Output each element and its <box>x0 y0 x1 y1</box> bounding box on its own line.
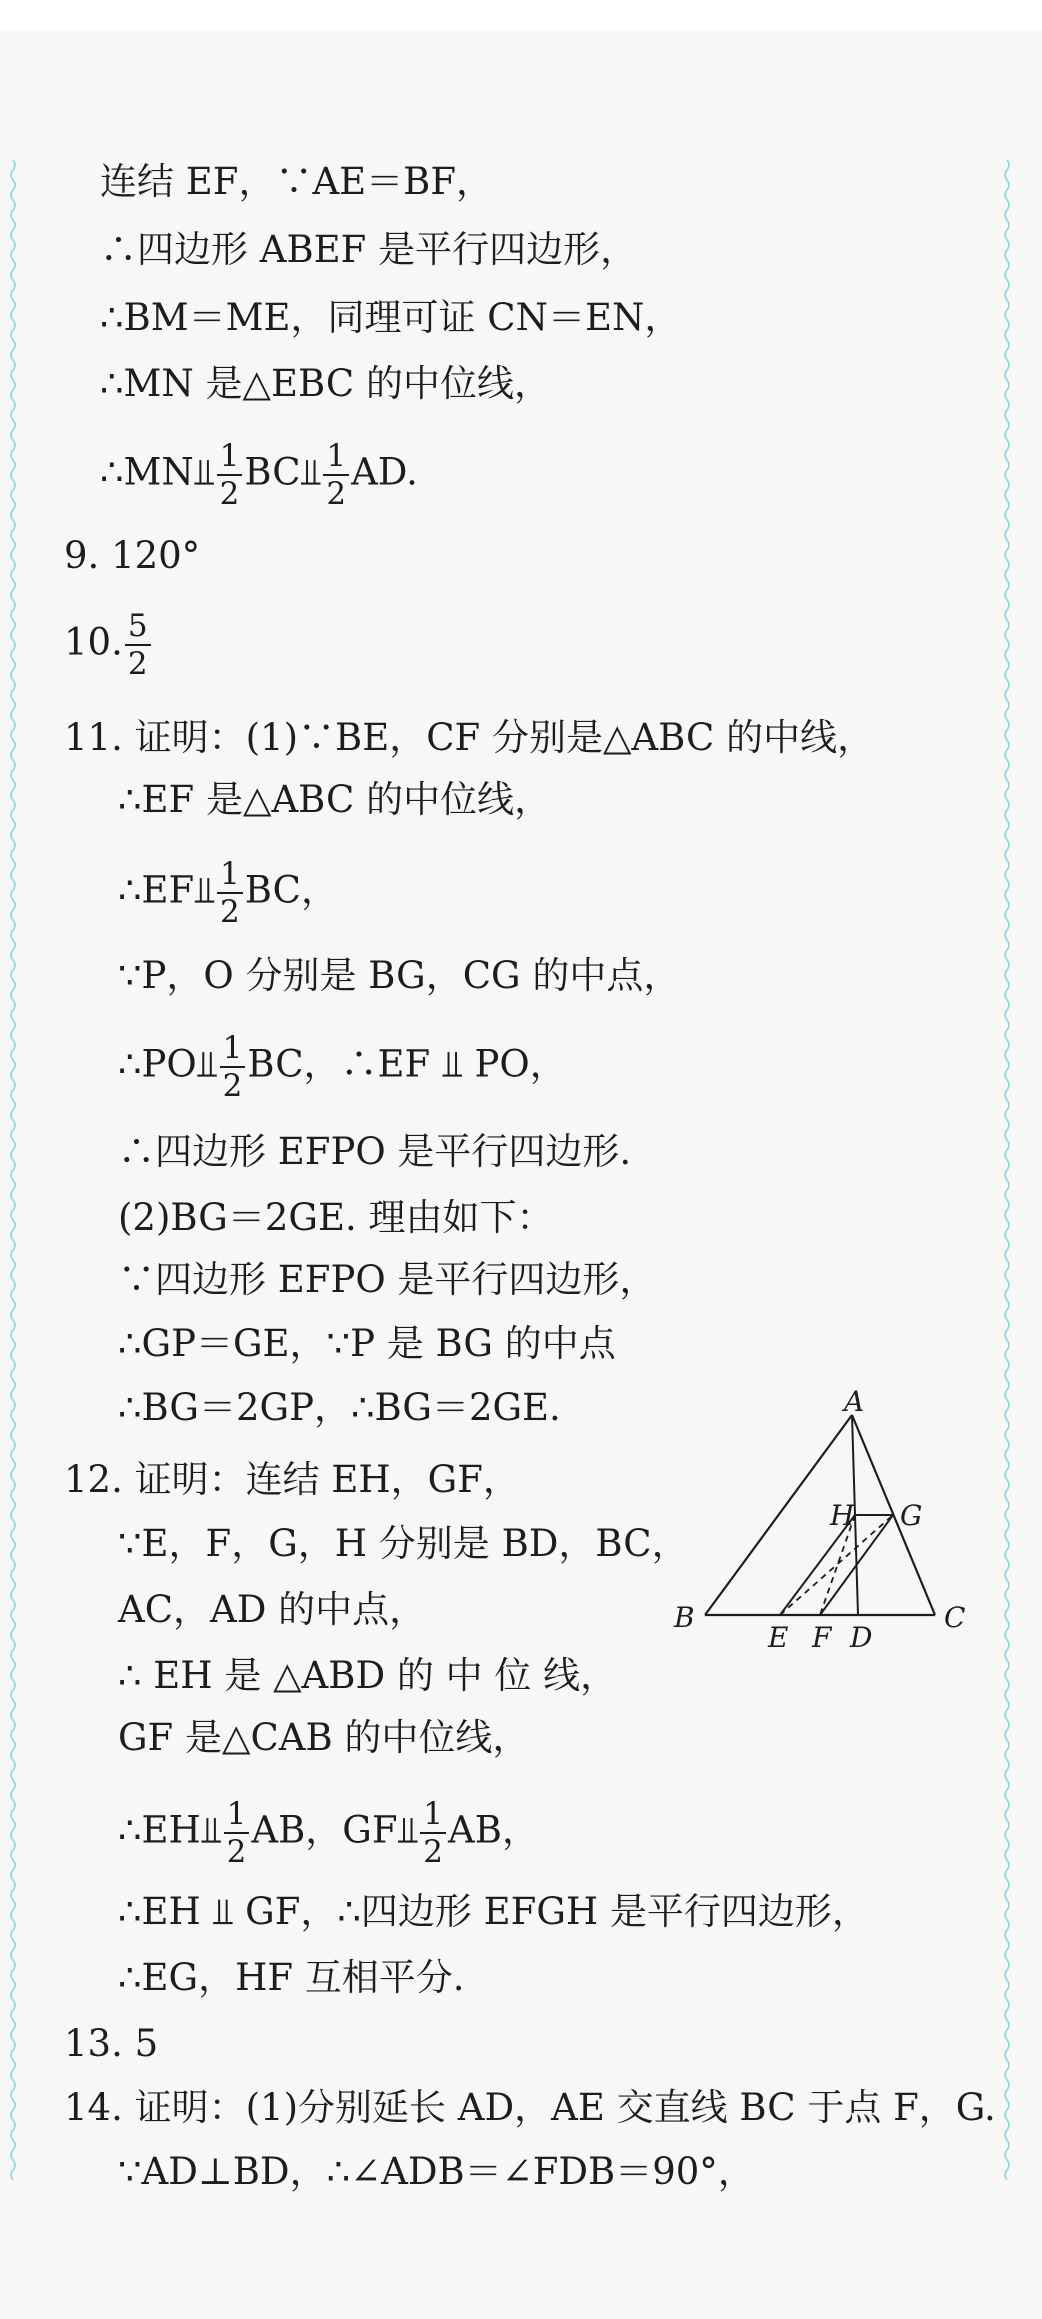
answer-12-line-8: ∴EG，HF 互相平分. <box>118 1956 465 1999</box>
fraction-denominator: 2 <box>219 476 240 512</box>
label-H: H <box>830 1499 855 1532</box>
fraction-denominator: 2 <box>220 894 240 930</box>
parallel-equal-symbol: ⫫ <box>196 1042 218 1086</box>
fraction-five-halves <box>125 608 151 682</box>
fraction-denominator: 2 <box>127 646 148 682</box>
line-part-b: AB，GF <box>251 1808 398 1852</box>
parallel-equal-symbol: ⫫ <box>193 450 215 494</box>
parallel-equal-symbol: ⫫ <box>300 450 322 494</box>
fraction-numerator: 1 <box>220 1030 246 1068</box>
line-5 <box>100 438 418 512</box>
line-2: ∴四边形 ABEF 是平行四边形， <box>100 228 638 271</box>
answer-12-line-5: GF 是△CAB 的中位线， <box>118 1716 530 1759</box>
fraction-denominator: 2 <box>226 1834 247 1870</box>
fraction-half <box>220 1030 246 1104</box>
answer-12-line-6 <box>118 1796 539 1870</box>
right-border-wave <box>1002 160 1012 2180</box>
answer-12-line-3: AC，AD 的中点， <box>118 1588 427 1631</box>
label-A: A <box>844 1385 865 1418</box>
fraction-half <box>420 1796 446 1870</box>
top-band <box>0 0 1042 30</box>
answer-11-line-8: ∵四边形 EFPO 是平行四边形， <box>118 1258 657 1301</box>
answer-11-line-9: ∴GP＝GE，∵P 是 BG 的中点 <box>118 1322 616 1365</box>
answer-10 <box>64 608 153 682</box>
fraction-numerator: 1 <box>224 1796 250 1834</box>
line-part-a: ∴EF <box>118 868 195 912</box>
label-G: G <box>900 1499 923 1532</box>
fraction-numerator: 5 <box>125 608 151 646</box>
parallel-equal-symbol: ⫫ <box>397 1808 419 1852</box>
answer-11-line-1: 11. 证明：(1)∵BE，CF 分别是△ABC 的中线， <box>64 716 875 759</box>
label-D: D <box>850 1621 873 1654</box>
label-F: F <box>812 1621 832 1654</box>
label-C: C <box>944 1601 966 1634</box>
answer-11-line-2: ∴EF 是△ABC 的中位线， <box>118 778 552 821</box>
fraction-half <box>217 438 243 512</box>
fraction-denominator: 2 <box>326 476 347 512</box>
answer-11-line-6: ∴四边形 EFPO 是平行四边形. <box>118 1130 632 1173</box>
fraction-half <box>224 1796 250 1870</box>
label-E: E <box>768 1621 789 1654</box>
left-border-wave <box>8 160 18 2180</box>
fraction-numerator: 1 <box>323 438 349 476</box>
answer-12-line-4: ∴ EH 是 △ABD 的 中 位 线， <box>118 1654 618 1697</box>
answer-11-line-5 <box>118 1030 567 1104</box>
fraction-half <box>217 856 243 930</box>
line-part-a: ∴EH <box>118 1808 201 1852</box>
line-4: ∴MN 是△EBC 的中位线， <box>100 362 551 405</box>
fraction-numerator: 1 <box>420 1796 446 1834</box>
line-5-part-b: BC <box>244 450 301 494</box>
line-3: ∴BM＝ME，同理可证 CN＝EN， <box>100 296 682 339</box>
fraction-numerator: 1 <box>217 856 243 894</box>
answer-12-line-2: ∵E，F，G，H 分别是 BD，BC， <box>118 1522 689 1565</box>
fraction-denominator: 2 <box>222 1068 243 1104</box>
answer-10-number: 10. <box>64 620 123 664</box>
answer-13: 13. 5 <box>64 2022 159 2065</box>
label-B: B <box>674 1601 695 1634</box>
geometry-figure <box>660 1385 980 1654</box>
line-part-a: ∴PO <box>118 1042 197 1086</box>
fraction-numerator: 1 <box>217 438 243 476</box>
answer-9: 9. 120° <box>64 534 201 577</box>
answer-14-line-2: ∵AD⊥BD，∴∠ADB＝∠FDB＝90°， <box>118 2150 755 2193</box>
line-5-part-a: ∴MN <box>100 450 194 494</box>
answer-11-line-7: (2)BG＝2GE. 理由如下： <box>118 1196 554 1239</box>
line-part-c: AB， <box>448 1808 539 1852</box>
line-5-part-c: AD. <box>351 450 418 494</box>
parallel-equal-symbol: ⫫ <box>200 1808 222 1852</box>
answer-12-line-7: ∴EH ⫫ GF，∴四边形 EFGH 是平行四边形， <box>118 1890 869 1933</box>
answer-11-line-10: ∴BG＝2GP，∴BG＝2GE. <box>118 1386 561 1429</box>
fraction-half <box>323 438 349 512</box>
line-part-b: BC，∴EF ⫫ PO， <box>247 1042 567 1086</box>
line-1: 连结 EF，∵AE＝BF， <box>100 160 494 203</box>
answer-11-line-4: ∵P，O 分别是 BG，CG 的中点， <box>118 954 681 997</box>
answer-12-line-1: 12. 证明：连结 EH，GF， <box>64 1458 520 1501</box>
line-part-b: BC， <box>244 868 338 912</box>
parallel-equal-symbol: ⫫ <box>194 868 216 912</box>
answer-14-line-1: 14. 证明：(1)分别延长 AD，AE 交直线 BC 于点 F，G. <box>64 2086 996 2129</box>
fraction-denominator: 2 <box>423 1834 444 1870</box>
answer-11-line-3 <box>118 856 338 930</box>
